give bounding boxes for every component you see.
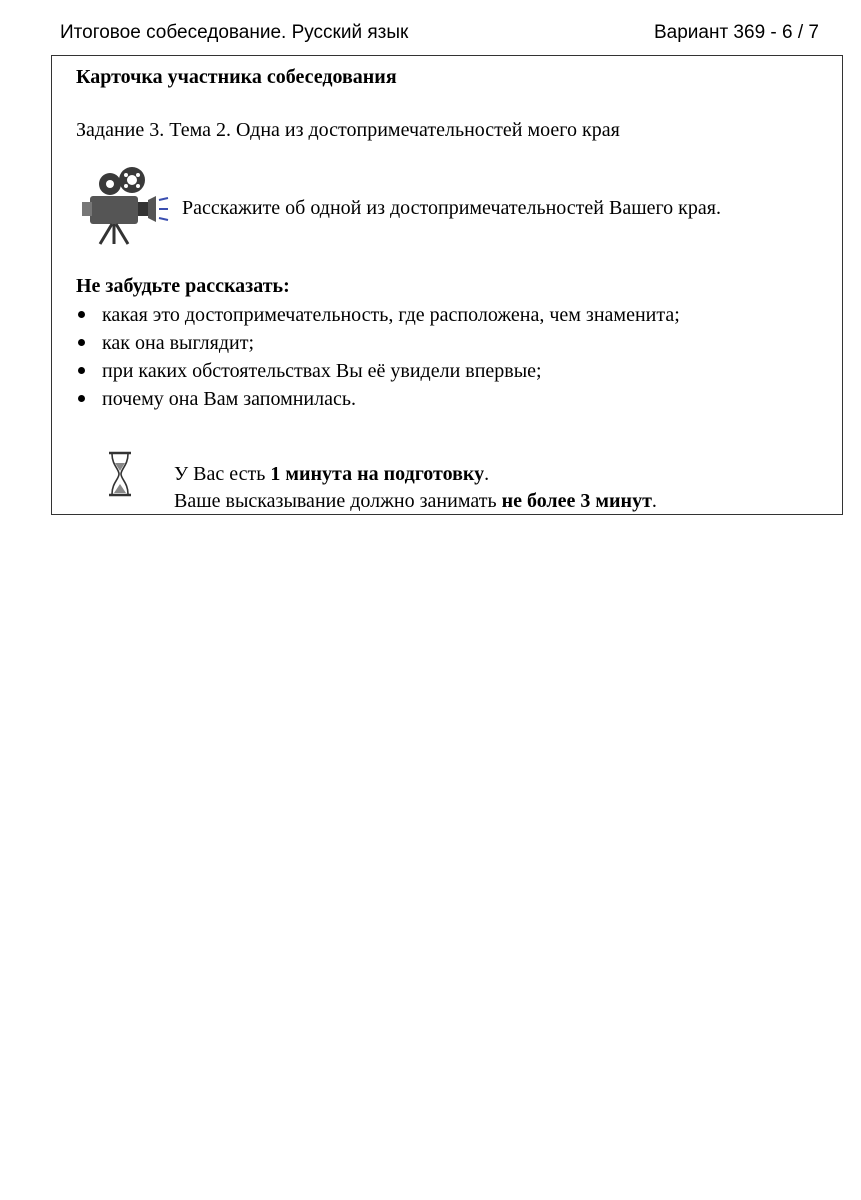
variant-page-number: Вариант 369 - 6 / 7	[653, 22, 819, 43]
bullet-icon	[78, 339, 85, 346]
list-item: при каких обстоятельствах Вы её увидели впервые;	[76, 357, 680, 385]
exam-title: Итоговое собеседование. Русский язык	[60, 22, 409, 43]
list-item: почему она Вам запомнилась.	[76, 385, 680, 413]
talking-points-list	[76, 301, 680, 413]
answer-time-line: Ваше высказывание должно занимать не более 3 минут.	[174, 490, 657, 512]
bullet-icon	[78, 311, 85, 318]
film-projector-icon	[80, 166, 170, 246]
remember-heading: Не забудьте рассказать:	[76, 275, 290, 297]
bullet-icon	[78, 395, 85, 402]
time-limits	[174, 461, 657, 515]
hourglass-icon	[107, 451, 133, 497]
list-item: как она выглядит;	[76, 329, 680, 357]
task-instruction: Расскажите об одной из достопримечательностей Вашего края.	[182, 197, 721, 219]
prep-time-line: У Вас есть 1 минута на подготовку.	[174, 463, 490, 485]
bullet-icon	[78, 367, 85, 374]
list-item: какая это достопримечательность, где расположена, чем знаменита;	[76, 301, 680, 329]
page-header	[60, 22, 819, 48]
participant-card	[51, 55, 843, 515]
task-topic: Задание 3. Тема 2. Одна из достопримечательностей моего края	[76, 119, 620, 141]
card-title: Карточка участника собеседования	[76, 66, 397, 88]
